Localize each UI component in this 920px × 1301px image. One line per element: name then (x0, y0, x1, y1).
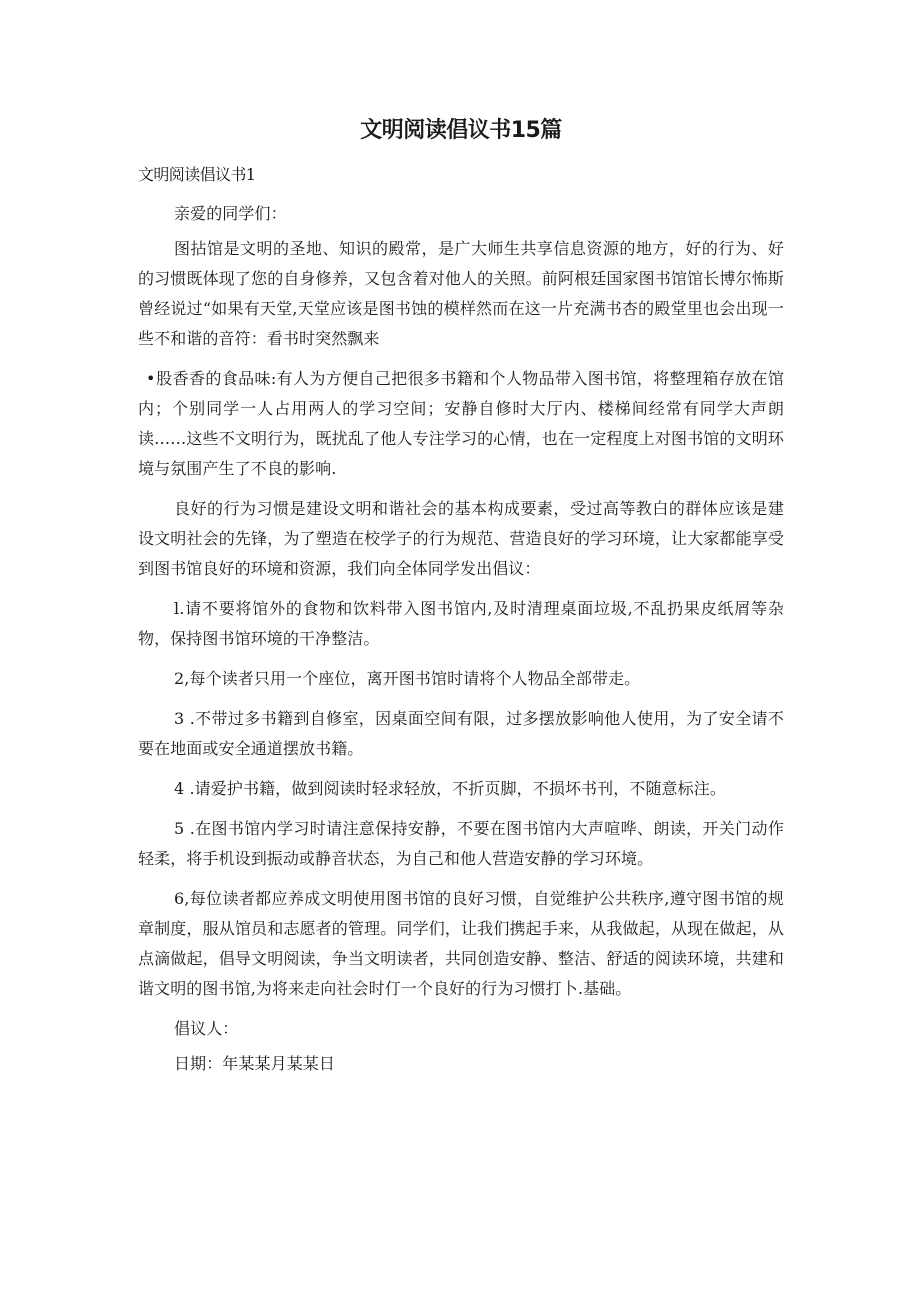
proposal-item-2: 2,每个读者只用一个座位，离开图书馆时请将个人物品全部带走。 (174, 669, 641, 688)
document-title: 文明阅读倡议书15篇 (360, 118, 562, 143)
call-paragraph: 良好的行为习惯是建设文明和谐社会的基本构成要素，受过高等教白的群体应该是建设文明社会的先锋，为了塑造在校学子的行为规范、营造良好的学习环境，让大家都能享受到图书馆良好的环境和资源，我们向全体同学发出倡议： (138, 499, 784, 578)
intro-paragraph: 图拈馆是文明的圣地、知识的殿常，是广大师生共享信息资源的地方，好的行为、好的习惯既体现了您的自身修养，又包含着对他人的关照。前阿根廷国家图书馆馆长博尔怖斯曾经说过“如果有天堂,天堂应该是图书蚀的模样然而在这一片充满书杏的殿堂里也会出现一些不和谐的音符：看书时突然飘来 (138, 239, 784, 348)
proposal-item-6: 6,每位读者都应养成文明使用图书馆的良好习惯，自觉维护公共秩序,遵守图书馆的规章制度，服从馆员和志愿者的管理。同学们，让我们携起手来，从我做起，从现在做起，从点滴做起，倡导文明阅读，争当文明读者，共同创造安静、整洁、舒适的阅读环境，共建和谐文明的图书馆,为将来走向社会时仃一个良好的行为习惯打卜.基础。 (138, 889, 784, 998)
document-body (138, 199, 784, 1089)
problems-text: 股香香的食品味:有人为方便自己把很多书籍和个人物品带入图书馆，将整理箱存放在馆内；个别同学一人占用两人的学习空间；安静自修时大厅内、楼梯间经常有同学大声朗读……这些不文明行为，既扰乱了他人专注学习的心情，也在一定程度上对图书馆的文明环境与氛围产生了不良的影响. (138, 369, 784, 478)
signature-label: 倡议人： (174, 1019, 239, 1038)
section-heading: 文明阅读倡议书1 (138, 165, 256, 184)
date-line: 日期：年某某月某某日 (174, 1054, 336, 1073)
proposal-item-5: 5 .在图书馆内学习时请注意保持安静，不要在图书馆内大声喧哗、朗读，开关门动作轻柔，将手机设到振动或静音状态，为自己和他人营造安静的学习环境。 (138, 819, 784, 868)
proposal-item-4: 4 .请爱护书籍，做到阅读时轻求轻放，不折页脚，不损坏书刊，不随意标注。 (174, 779, 726, 798)
bullet-mark: • (146, 369, 156, 388)
proposal-item-3: 3 .不带过多书籍到自修室，因桌面空间有限，过多摆放影响他人使用，为了安全请不要在地面或安全通道摆放书籍。 (138, 709, 784, 758)
salutation: 亲爱的同学们： (174, 204, 287, 223)
problems-paragraph (138, 364, 784, 484)
proposal-item-1: l.请不要将馆外的食物和饮料带入图书馆内,及时清理桌面垃圾,不乱扔果皮纸屑等杂物，保持图书馆环境的干净整洁。 (138, 599, 784, 648)
